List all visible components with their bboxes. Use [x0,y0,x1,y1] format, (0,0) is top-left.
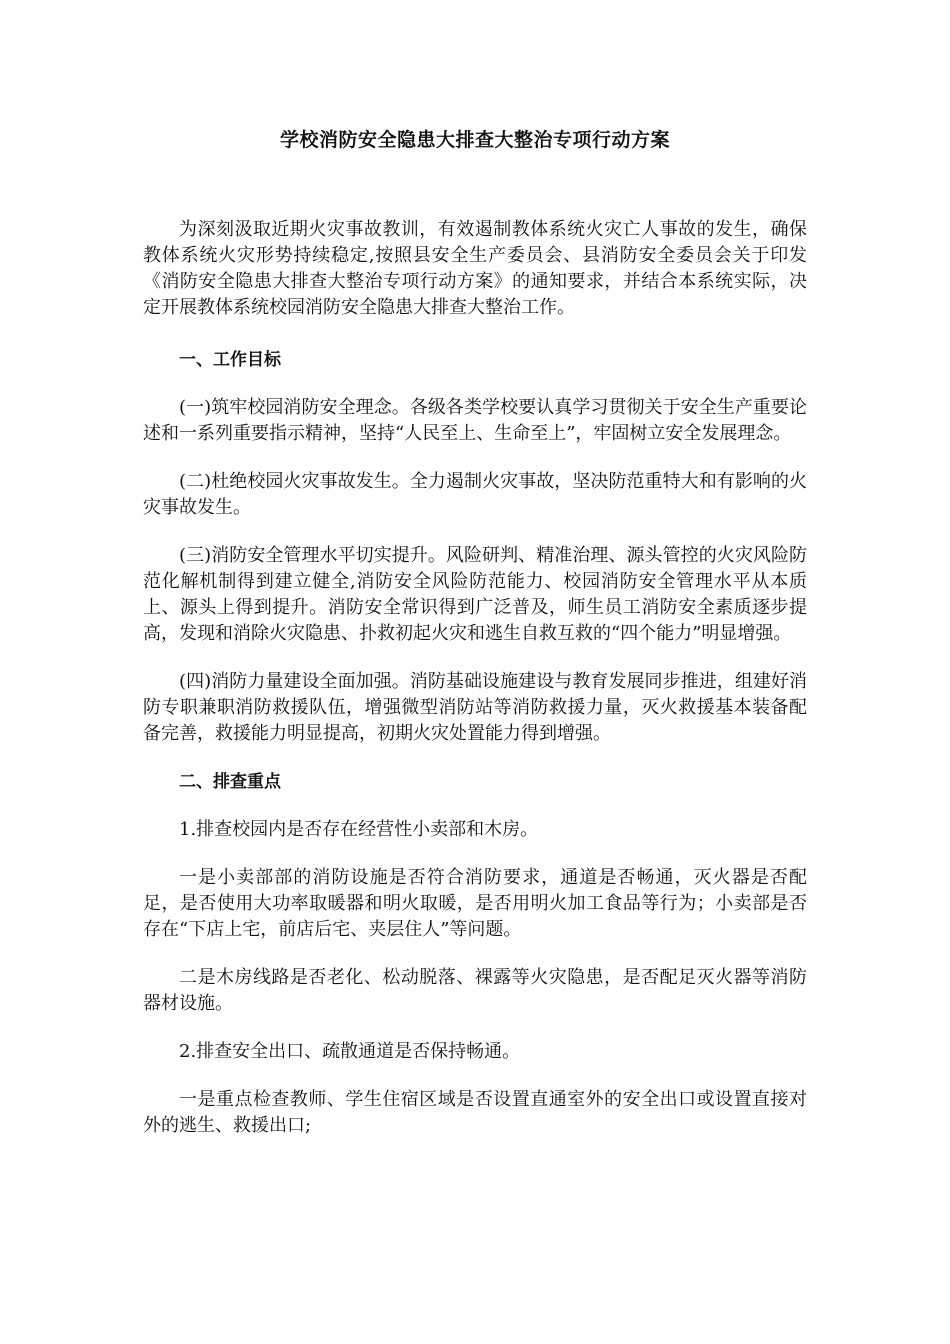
inspection-paragraph: 2.排查安全出口、疏散通道是否保持畅通。 [179,1041,521,1062]
goal-paragraph: (四)消防力量建设全面加强。消防基础设施建设与教育发展同步推进，组建好消防专职兼职消防救援队伍，增强微型消防站等消防救援力量，灭火救援基本装备配备完善，救援能力明显提高，初期火灾处置能力得到增强。 [143,671,807,744]
goal-paragraph: (一)筑牢校园消防安全理念。各级各类学校要认真学习贯彻关于安全生产重要论述和一系列重要指示精神，坚持“人民至上、生命至上”，牢固树立安全发展理念。 [143,397,807,444]
section-heading-inspection: 二、排查重点 [179,772,281,792]
goal-paragraph: (二)杜绝校园火灾事故发生。全力遏制火灾事故，坚决防范重特大和有影响的火灾事故发生。 [143,471,807,518]
inspection-paragraph: 二是木房线路是否老化、松动脱落、裸露等火灾隐患，是否配足灭火器等消防器材设施。 [143,967,807,1014]
inspection-paragraph: 1.排查校园内是否存在经营性小卖部和木房。 [179,819,539,840]
inspection-paragraph: 一是重点检查教师、学生住宿区域是否设置直通室外的安全出口或设置直接对外的逃生、救援出口; [143,1089,807,1136]
goal-paragraph: (三)消防安全管理水平切实提升。风险研判、精准治理、源头管控的火灾风险防范化解机制得到建立健全,消防安全风险防范能力、校园消防安全管理水平从本质上、源头上得到提升。消防安全常识得到广泛普及，师生员工消防安全素质逐步提高，发现和消除火灾隐患、扑救初起火灾和逃生自救互救的“四个能力”明显增强。 [143,545,807,644]
intro-paragraph: 为深刻汲取近期火灾事故教训，有效遏制教体系统火灾亡人事故的发生，确保教体系统火灾形势持续稳定,按照县安全生产委员会、县消防安全委员会关于印发《消防安全隐患大排查大整治专项行动方案》的通知要求，并结合本系统实际，决定开展教体系统校园消防安全隐患大排查大整治工作。 [143,219,807,318]
section-heading-goals: 一、工作目标 [179,350,281,370]
document-title: 学校消防安全隐患大排查大整治专项行动方案 [279,129,670,151]
inspection-paragraph: 一是小卖部部的消防设施是否符合消防要求，通道是否畅通，灭火器是否配足，是否使用大功率取暖器和明火取暖，是否用明火加工食品等行为；小卖部是否存在“下店上宅，前店后宅、夹层住人”等问题。 [143,867,807,940]
document-body [143,217,807,1161]
